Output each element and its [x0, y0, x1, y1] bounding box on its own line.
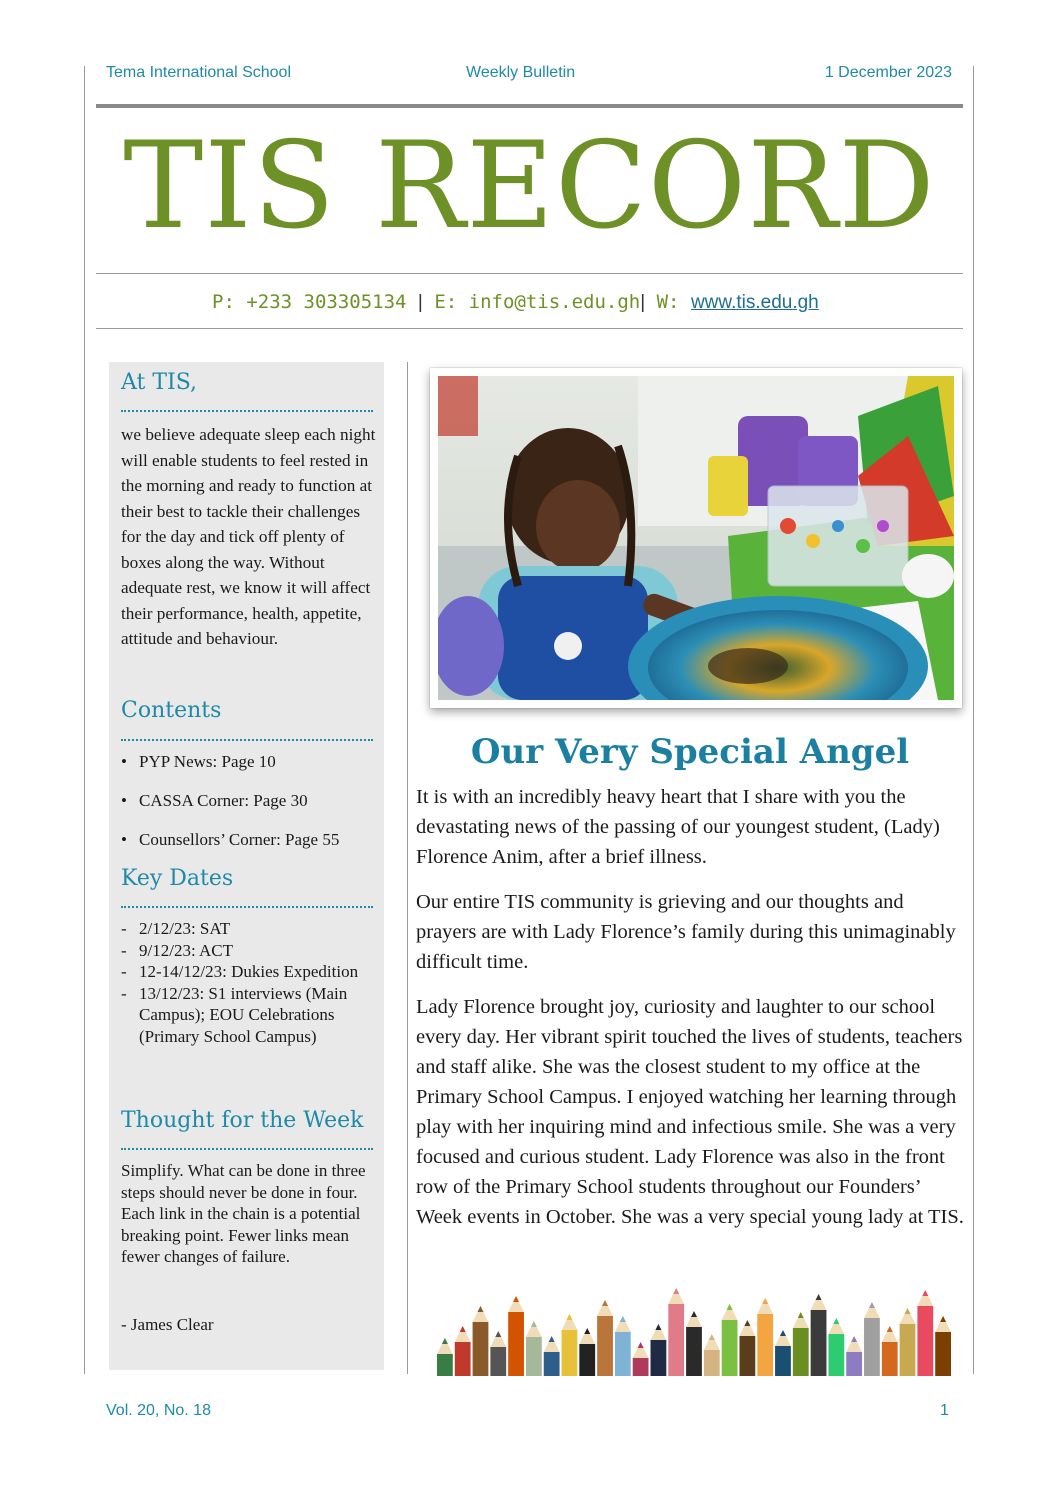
- masthead-title: TIS RECORD: [123, 117, 936, 256]
- thought-author: - James Clear: [121, 1315, 214, 1334]
- colored-pencils-illustration: [436, 1276, 952, 1376]
- dotted-divider: [121, 739, 373, 741]
- bulletin-label: Weekly Bulletin: [466, 64, 576, 81]
- pencil: [544, 1336, 560, 1376]
- pencil: [775, 1330, 791, 1376]
- at-tis-heading: At TIS,: [121, 370, 197, 395]
- pencil: [473, 1306, 489, 1376]
- pencil: [722, 1304, 738, 1376]
- contact-separator: |: [417, 292, 423, 313]
- pencil: [526, 1321, 542, 1376]
- pencil: [882, 1326, 898, 1376]
- pencil: [633, 1342, 649, 1376]
- header-rule: [96, 104, 963, 108]
- thought-quote: Simplify. What can be done in three steps should never be done in four. Each link in the chain is a potential breaking point. Fewer links mean fewer changes of failure.: [121, 1161, 366, 1266]
- pencil: [864, 1302, 880, 1376]
- issue-date: 1 December 2023: [824, 64, 952, 81]
- masthead-rule-top: [96, 273, 963, 274]
- page-frame-right: [973, 66, 974, 1374]
- contact-separator: |: [640, 292, 646, 313]
- pencil: [508, 1296, 524, 1376]
- contact-phone: P: +233 303305134: [212, 291, 407, 313]
- pencil: [455, 1326, 471, 1376]
- school-name: Tema International School: [106, 64, 291, 81]
- pencil: [900, 1308, 916, 1376]
- pencil: [846, 1336, 862, 1376]
- contents-item: • Counsellors’ Corner: Page 55: [121, 829, 377, 868]
- key-date-item: - 2/12/23: SAT: [121, 918, 377, 940]
- running-header: [106, 64, 952, 88]
- article-title: Our Very Special Angel: [470, 732, 910, 772]
- pencil: [739, 1320, 755, 1376]
- pencil: [704, 1334, 720, 1376]
- website-link[interactable]: www.tis.edu.gh: [690, 292, 819, 313]
- thought-heading: Thought for the Week: [121, 1108, 364, 1133]
- pencil: [615, 1316, 631, 1376]
- pencil: [668, 1288, 684, 1376]
- masthead-rule-bottom: [96, 328, 963, 329]
- child-painting-photo: [438, 376, 954, 700]
- pencil: [490, 1331, 506, 1376]
- contact-line: [212, 285, 819, 319]
- pencil: [651, 1324, 667, 1376]
- pencil: [935, 1316, 951, 1376]
- at-tis-text: we believe adequate sleep each night will enable students to feel rested in the morning and ready to function at their best to tackle their challenges for the day and tick off plenty of boxes along the way. Without adequate rest, we know it will affect their performance, health, appetite, attitude and behaviour.: [121, 425, 376, 648]
- contents-list: [121, 751, 377, 868]
- pencil: [562, 1314, 578, 1376]
- article-paragraph: Lady Florence brought joy, curiosity and laughter to our school every day. Her vibrant spirit touched the lives of students, teachers and staff alike. She was the closest student to my office at the Primary School Campus. I enjoyed watching her learning through play with her inquiring mind and infectious smile. She was a very focused and curious student. Lady Florence was also in the front row of the Primary School students throughout our Founders’ Week events in October. She was a very special young lady at TIS.: [416, 996, 964, 1228]
- pencil: [597, 1300, 613, 1376]
- pencil: [811, 1294, 827, 1376]
- pencil: [828, 1318, 844, 1376]
- contents-item: • PYP News: Page 10: [121, 751, 377, 790]
- pencil: [686, 1311, 702, 1376]
- key-date-item: - 12-14/12/23: Dukies Expedition: [121, 961, 377, 983]
- contents-heading: Contents: [121, 698, 222, 723]
- contents-item: • CASSA Corner: Page 30: [121, 790, 377, 829]
- column-divider: [407, 362, 408, 1374]
- contact-web-label: W:: [656, 291, 680, 313]
- key-dates-list: [121, 918, 377, 1047]
- dotted-divider: [121, 410, 373, 412]
- article-photo: [430, 368, 962, 708]
- key-date-item: - 13/12/23: S1 interviews (Main Campus); EOU Celebrations (Primary School Campus): [121, 983, 377, 1048]
- pencil: [579, 1328, 595, 1376]
- sidebar: [109, 362, 384, 1370]
- pencil: [757, 1298, 773, 1376]
- volume-number: Vol. 20, No. 18: [106, 1402, 211, 1419]
- key-date-item: - 9/12/23: ACT: [121, 940, 377, 962]
- dotted-divider: [121, 906, 373, 908]
- pencil: [437, 1338, 453, 1376]
- key-dates-heading: Key Dates: [121, 866, 234, 891]
- page-number: 1: [940, 1402, 949, 1419]
- page-frame-left: [84, 66, 85, 1374]
- contact-email: E: info@tis.edu.gh: [434, 291, 641, 313]
- article-paragraph: It is with an incredibly heavy heart that I share with you the devastating news of the passing of our youngest student, (Lady) Florence Anim, after a brief illness.: [416, 786, 940, 868]
- pencil: [917, 1290, 933, 1376]
- pencil: [793, 1312, 809, 1376]
- dotted-divider: [121, 1148, 373, 1150]
- article-paragraph: Our entire TIS community is grieving and our thoughts and prayers are with Lady Florence’s family during this unimaginably difficult time.: [416, 891, 956, 973]
